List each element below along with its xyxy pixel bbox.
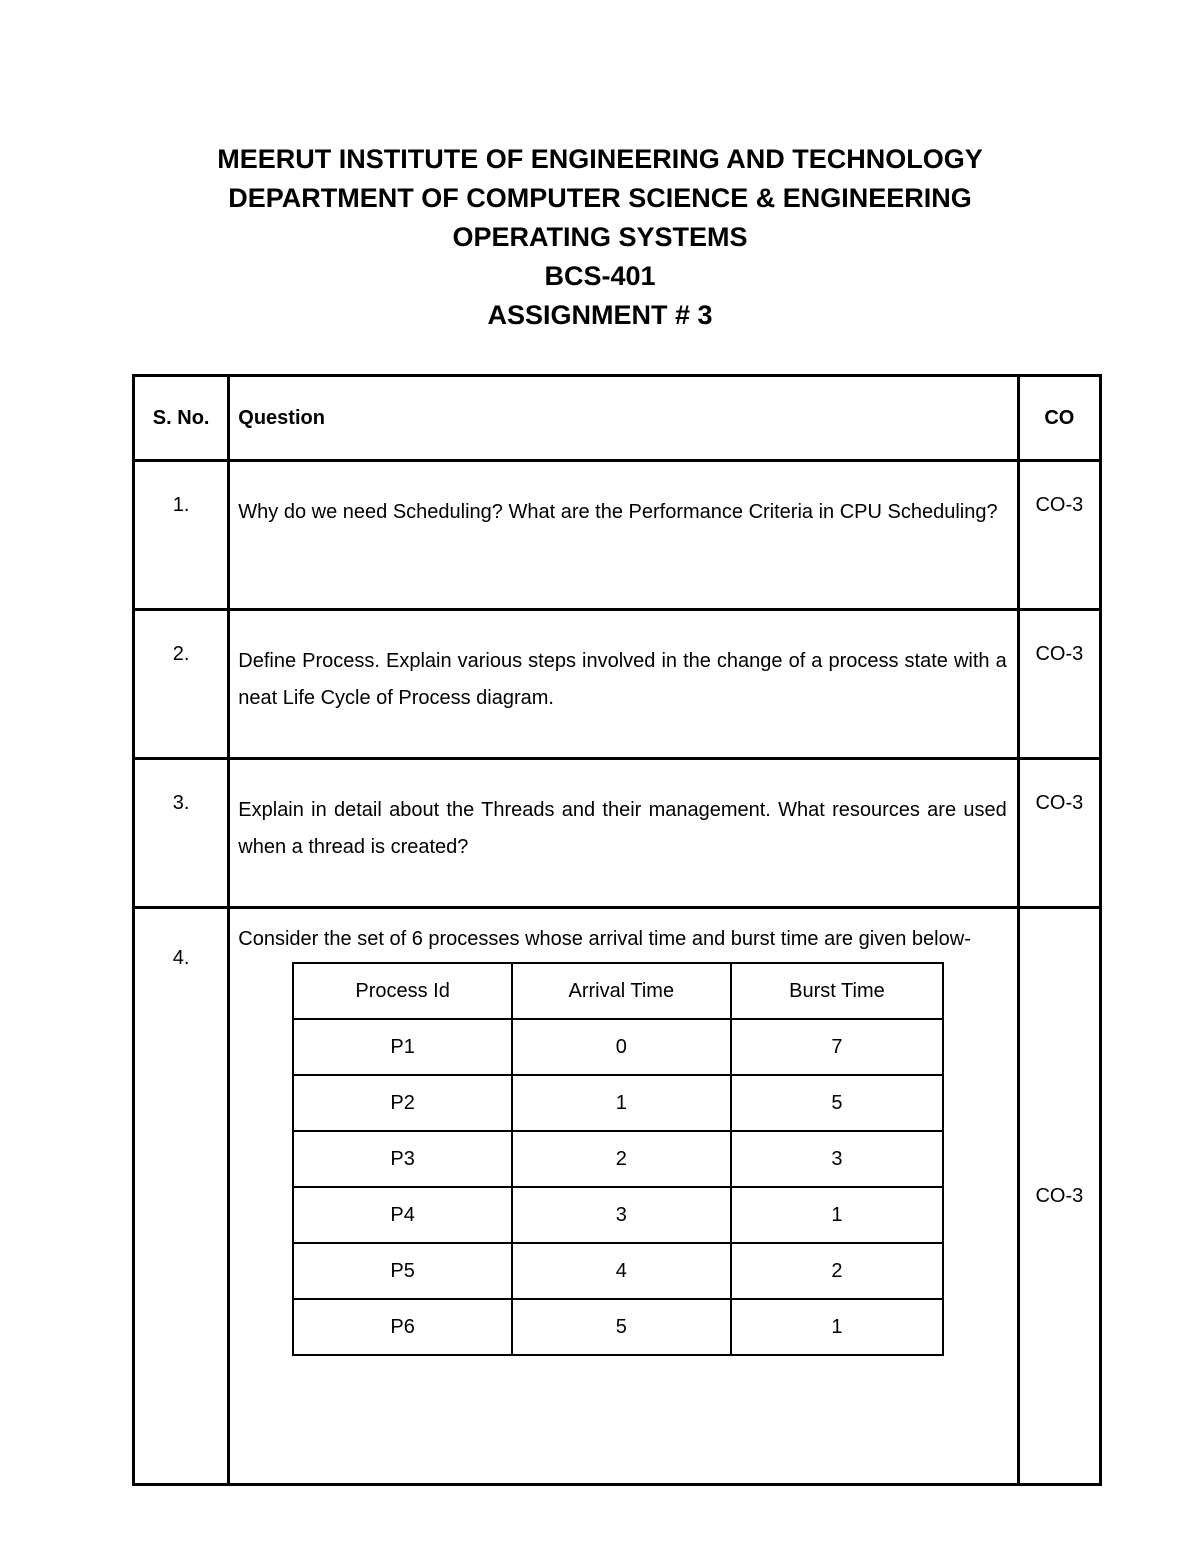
table-header-row (134, 376, 1101, 461)
row-question: Define Process. Explain various steps involved in the change of a process state with a neat Life Cycle of Process diagram. (229, 610, 1018, 759)
burst-time: 5 (731, 1075, 944, 1131)
table-row (134, 759, 1101, 908)
table-row (134, 461, 1101, 610)
process-row (293, 1131, 943, 1187)
arrival-time: 2 (512, 1131, 731, 1187)
row-sno: 4. (134, 908, 229, 1485)
process-id: P1 (293, 1019, 512, 1075)
document-header (0, 140, 1200, 335)
row-question: Explain in detail about the Threads and their management. What resources are used when a thread is created? (229, 759, 1018, 908)
assignment-table (132, 374, 1102, 1486)
row-question: Why do we need Scheduling? What are the Performance Criteria in CPU Scheduling? (229, 461, 1018, 610)
process-id: P3 (293, 1131, 512, 1187)
arrival-time: 3 (512, 1187, 731, 1243)
row-sno: 1. (134, 461, 229, 610)
burst-time: 1 (731, 1299, 944, 1355)
burst-time: 1 (731, 1187, 944, 1243)
row-question: Consider the set of 6 processes whose arrival time and burst time are given below- (238, 928, 971, 950)
process-header-id: Process Id (293, 963, 512, 1019)
table-row (134, 908, 1101, 1485)
process-id: P4 (293, 1187, 512, 1243)
process-table-header-row (293, 963, 943, 1019)
process-id: P6 (293, 1299, 512, 1355)
arrival-time: 1 (512, 1075, 731, 1131)
arrival-time: 5 (512, 1299, 731, 1355)
arrival-time: 0 (512, 1019, 731, 1075)
row-sno: 2. (134, 610, 229, 759)
row-co: CO-3 (1018, 759, 1100, 908)
process-header-arrival: Arrival Time (512, 963, 731, 1019)
arrival-time: 4 (512, 1243, 731, 1299)
process-row (293, 1075, 943, 1131)
row-sno: 3. (134, 759, 229, 908)
assignment-title: ASSIGNMENT # 3 (487, 300, 713, 330)
burst-time: 7 (731, 1019, 944, 1075)
process-id: P5 (293, 1243, 512, 1299)
process-row (293, 1187, 943, 1243)
process-row (293, 1243, 943, 1299)
row-co: CO-3 (1018, 610, 1100, 759)
header-co: CO (1018, 376, 1100, 461)
process-row (293, 1299, 943, 1355)
subject-name: OPERATING SYSTEMS (452, 222, 748, 252)
burst-time: 2 (731, 1243, 944, 1299)
process-header-burst: Burst Time (731, 963, 944, 1019)
course-code: BCS-401 (544, 261, 656, 291)
department-name: DEPARTMENT OF COMPUTER SCIENCE & ENGINEERING (228, 183, 972, 213)
row-co: CO-3 (1018, 908, 1100, 1485)
process-row (293, 1019, 943, 1075)
header-sno: S. No. (134, 376, 229, 461)
row-co: CO-3 (1018, 461, 1100, 610)
institute-name: MEERUT INSTITUTE OF ENGINEERING AND TECHNOLOGY (217, 144, 983, 174)
header-question: Question (229, 376, 1018, 461)
process-id: P2 (293, 1075, 512, 1131)
burst-time: 3 (731, 1131, 944, 1187)
row-question-cell (229, 908, 1018, 1485)
table-row (134, 610, 1101, 759)
process-table (292, 962, 944, 1356)
